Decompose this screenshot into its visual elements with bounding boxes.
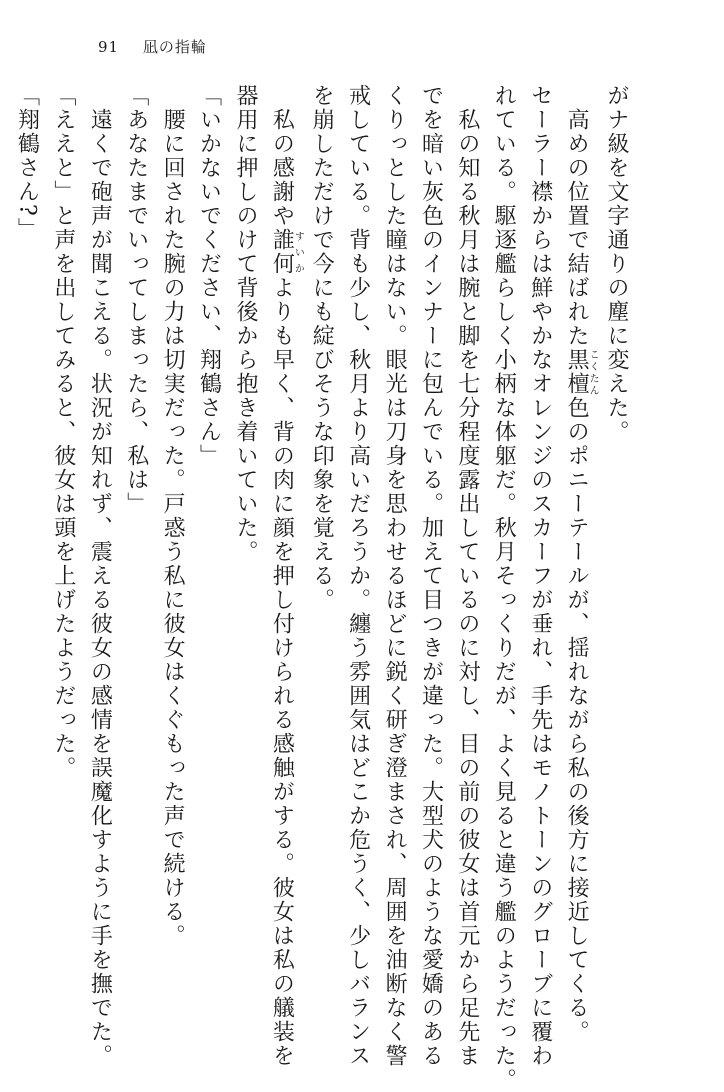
text-line: くりっとした瞳はない。眼光は刀身を思わせるほどに鋭く研ぎ澄まされ、周囲を油断なく警 xyxy=(382,84,408,1068)
text-line: 「あなたまでいってしまったら、私は」 xyxy=(123,84,149,516)
text-line: 「いかないでください、翔鶴さん」 xyxy=(196,84,222,468)
text-line: セーラー襟からは鮮やかなオレンジのスカーフが垂れ、手先はモノトーンのグローブに覆わ xyxy=(527,84,553,1068)
text-line: 高めの位置で結ばれた黒檀こくたん色のポニーテールが、揺れながら私の後方に接近してくる。 xyxy=(564,84,599,1044)
text-line: 私の知る秋月は腕と脚を七分程度露出しているのに対し、目の前の彼女は首元から足先ま xyxy=(454,84,480,1068)
text-line: がナ級を文字通りの塵に変えた。 xyxy=(604,84,629,444)
text-line: れている。駆逐艦らしく小柄な体躯だ。秋月そっくりだが、よく見ると違う艦のようだった。 xyxy=(491,84,517,1092)
text-line: を崩しただけで今にも綻びそうな印象を覚える。 xyxy=(309,84,335,612)
page-number: 91 xyxy=(98,38,120,56)
text-line: 「ええと」と声を出してみると、彼女は頭を上げたようだった。 xyxy=(50,84,76,780)
running-header xyxy=(98,36,207,57)
text-line: 私の感謝や誰何すいかよりも早く、背の肉に顔を押し付けられる感触がする。彼女は私の艤装を xyxy=(269,84,304,1068)
ruby-word: 誰何すいか xyxy=(269,228,304,276)
vertical-text-body xyxy=(14,84,634,1092)
text-line: 「翔鶴さん?」 xyxy=(14,84,40,242)
text-line: 戒している。背も少し、秋月より高いだろうか。纏う雰囲気はどこか危うく、少しバランス xyxy=(345,84,371,1068)
text-line: でを暗い灰色のインナーに包んでいる。加えて目つきが違った。大型犬のような愛嬌のある xyxy=(418,84,444,1068)
text-line: 遠くで砲声が聞こえる。状況が知れず、震える彼女の感情を誤魔化すように手を撫でた。 xyxy=(87,84,113,1068)
ruby-word: 黒檀こくたん xyxy=(564,348,599,396)
text-line: 器用に押しのけて背後から抱き着いていた。 xyxy=(232,84,258,564)
text-line: 腰に回された腕の力は切実だった。戸惑う私に彼女はくぐもった声で続ける。 xyxy=(160,84,186,948)
book-title: 凪の指輪 xyxy=(142,38,207,56)
